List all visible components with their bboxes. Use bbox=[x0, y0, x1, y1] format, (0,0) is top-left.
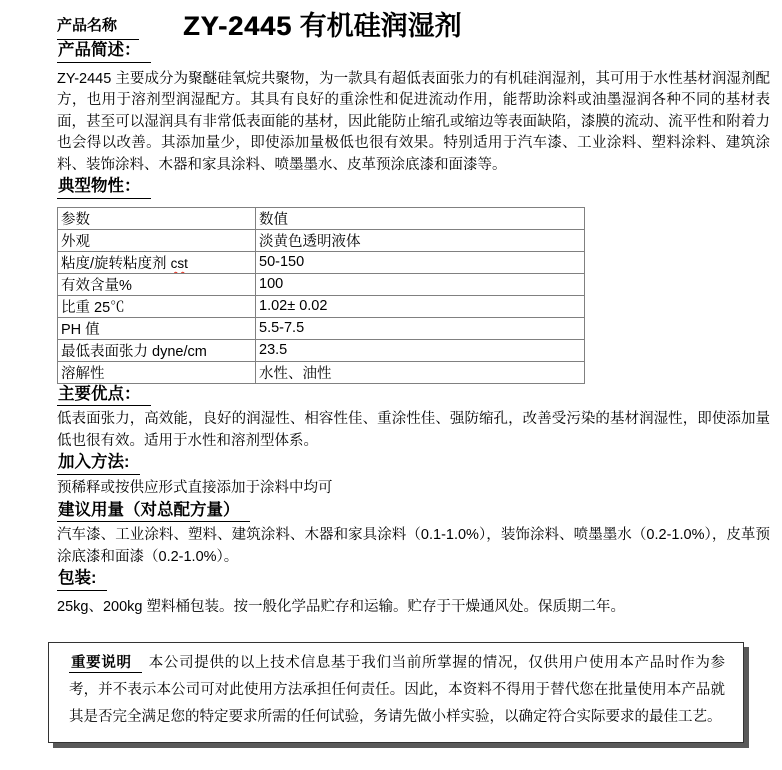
table-row bbox=[58, 251, 585, 273]
table-row bbox=[58, 317, 585, 339]
dosage-paragraph: 汽车漆、工业涂料、塑料、建筑涂料、木器和家具涂料（0.1-1.0%），装饰涂料、喷墨墨水（0.2-1.0%），皮革预涂底漆和面漆（0.2-1.0%）。 bbox=[57, 527, 770, 565]
value-cell: 100 bbox=[256, 273, 585, 295]
param-cell bbox=[58, 251, 256, 273]
param-cell bbox=[58, 361, 256, 383]
value-cell: 5.5-7.5 bbox=[256, 317, 585, 339]
section-heading-overview: 产品简述： bbox=[57, 40, 151, 63]
param-text: 粘度/旋转粘度剂 bbox=[61, 255, 171, 272]
param-text: 有效含量% bbox=[61, 277, 132, 294]
advantages-paragraph: 低表面张力，高效能，良好的润湿性、相容性佳、重涂性佳、强防缩孔，改善受污染的基材润湿性，即使添加量低也很有效。适用于水性和溶剂型体系。 bbox=[57, 411, 770, 449]
table-row bbox=[58, 229, 585, 251]
param-cell bbox=[58, 339, 256, 361]
table-row bbox=[58, 273, 585, 295]
value-cell: 水性、油性 bbox=[256, 361, 585, 383]
product-code: ZY-2445 bbox=[183, 11, 293, 41]
column-header-param: 参数 bbox=[58, 207, 256, 229]
value-cell: 淡黄色透明液体 bbox=[256, 229, 585, 251]
param-text: 外观 bbox=[61, 233, 90, 250]
table-row bbox=[58, 339, 585, 361]
param-cell bbox=[58, 295, 256, 317]
column-header-value: 数值 bbox=[256, 207, 585, 229]
packaging-paragraph: 25kg、200kg 塑料桶包装。按一般化学品贮存和运输。贮存于干燥通风处。保质期二年。 bbox=[57, 598, 625, 615]
section-heading-dosage: 建议用量（对总配方量） bbox=[57, 500, 250, 523]
param-text: PH 值 bbox=[61, 321, 100, 338]
note-label: 重要说明 bbox=[69, 655, 142, 673]
product-title-cn: 有机硅润湿剂 bbox=[299, 11, 462, 41]
param-cell bbox=[58, 229, 256, 251]
section-heading-packaging: 包装: bbox=[57, 568, 107, 591]
table-row bbox=[58, 295, 585, 317]
table-header-row bbox=[58, 207, 585, 229]
param-cell bbox=[58, 317, 256, 339]
page-title bbox=[183, 13, 462, 40]
param-cell bbox=[58, 273, 256, 295]
table-row bbox=[58, 361, 585, 383]
section-heading-addition-method: 加入方法: bbox=[57, 452, 140, 475]
spellcheck-text: cst bbox=[170, 255, 188, 271]
param-text: 溶解性 bbox=[61, 365, 105, 382]
value-cell: 1.02± 0.02 bbox=[256, 295, 585, 317]
title-row bbox=[57, 6, 770, 40]
section-heading-properties: 典型物性： bbox=[57, 176, 151, 199]
overview-paragraph: ZY-2445 主要成分为聚醚硅氧烷共聚物，为一款具有超低表面张力的有机硅润湿剂，其可用于水性基材润湿剂配方，也用于溶剂型润湿配方。其具有良好的重涂性和促进流动作用，能帮助涂料或油墨湿润各种不同的基材表面，甚至可以湿润具有非常低表面能的基材，因此能防止缩孔或缩边等表面缺陷，漆膜的流动、流平性和附着力也会得以改善。其添加量少，即使添加量极低也很有效果。特别适用于汽车漆、工业涂料、塑料涂料、建筑涂料、装饰涂料、木器和家具涂料、喷墨墨水、皮革预涂底漆和面漆等。 bbox=[57, 70, 770, 173]
section-heading-advantages: 主要优点： bbox=[57, 384, 151, 407]
note-body: 本公司提供的以上技术信息基于我们当前所掌握的情况，仅供用户使用本产品时作为参考，并不表示本公司可对此使用方法承担任何责任。因此，本资料不得用于替代您在批量使用本产品就其是否完全满足您的特定要求所需的任何试验，务请先做小样实验，以确定符合实际要求的最佳工艺。 bbox=[69, 655, 725, 726]
properties-table bbox=[57, 207, 585, 384]
param-text: 比重 25℃ bbox=[61, 299, 125, 316]
value-cell: 23.5 bbox=[256, 339, 585, 361]
important-note-box bbox=[48, 642, 744, 743]
addition-method-paragraph: 预稀释或按供应形式直接添加于涂料中均可 bbox=[57, 480, 333, 496]
product-name-label: 产品名称 bbox=[57, 17, 139, 40]
value-cell: 50-150 bbox=[256, 251, 585, 273]
param-text: 最低表面张力 dyne/cm bbox=[61, 343, 207, 360]
